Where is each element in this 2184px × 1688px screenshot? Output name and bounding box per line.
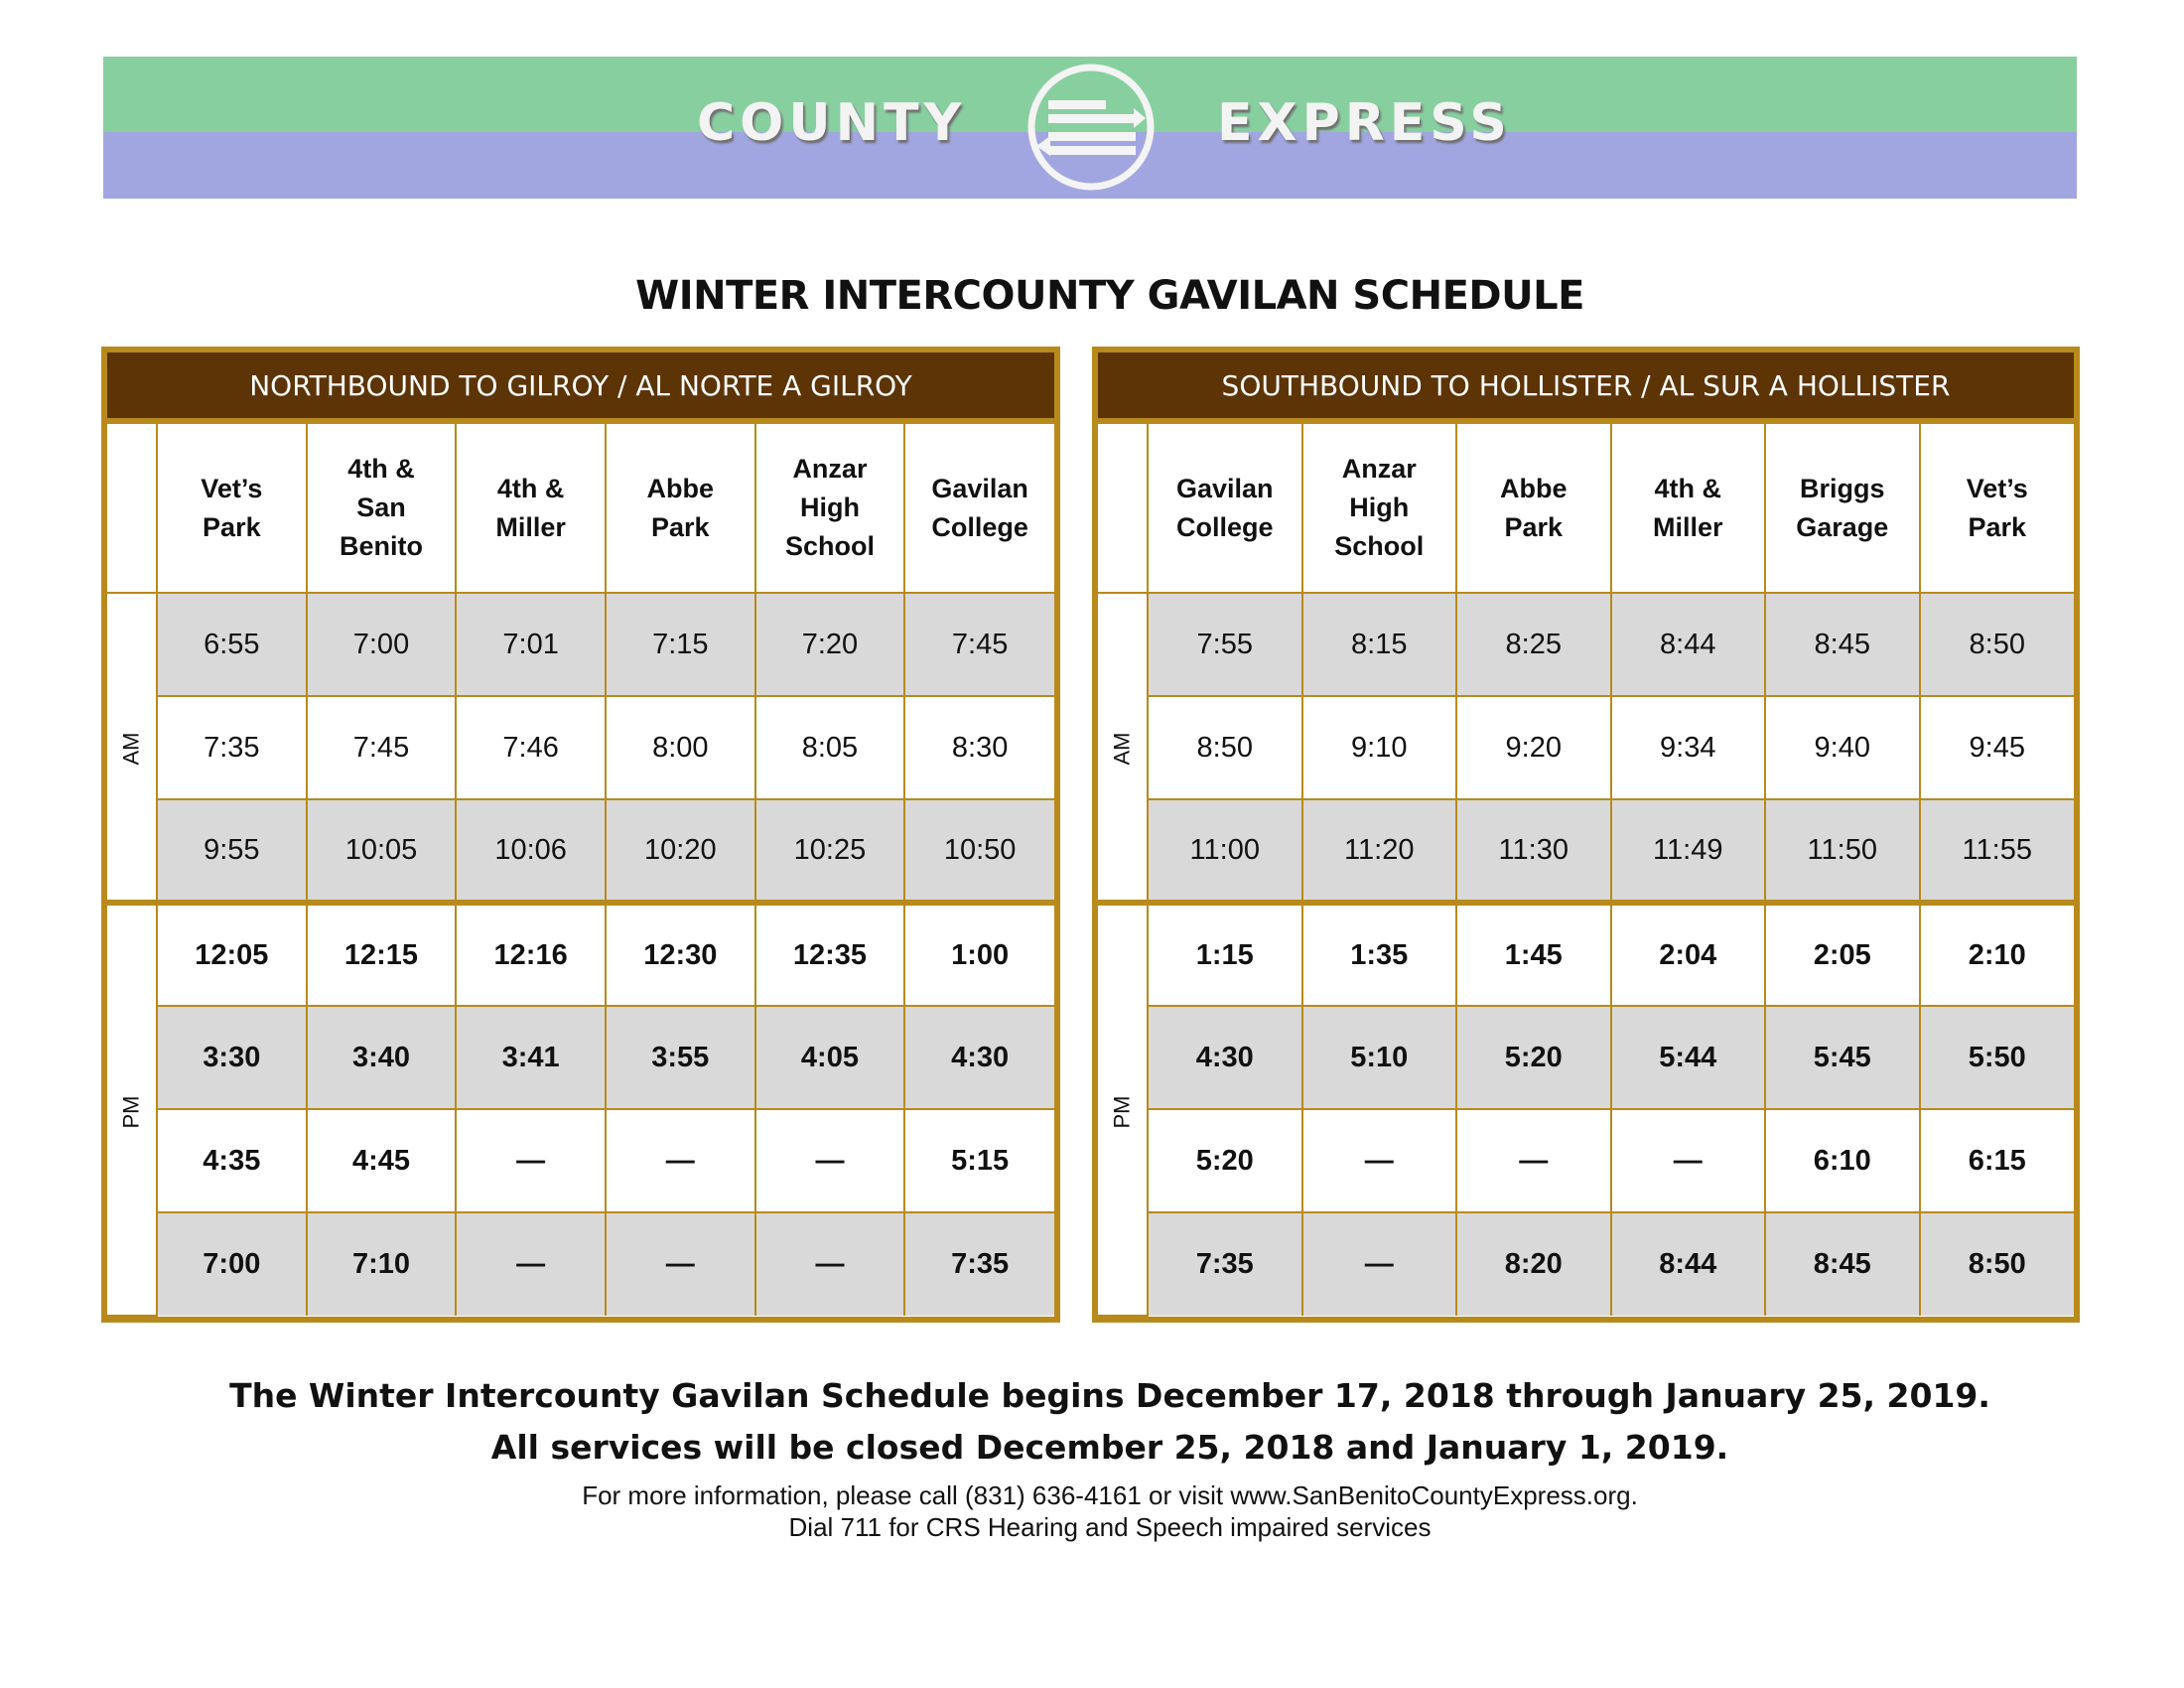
stop-name [606, 424, 755, 593]
departure-time: 9:34 [1611, 696, 1766, 799]
departure-time: 9:20 [1456, 696, 1611, 799]
departure-time: 8:05 [755, 696, 905, 799]
departure-time: 6:15 [1920, 1109, 2075, 1212]
departure-time: 10:20 [606, 799, 755, 903]
stop-name [1765, 424, 1920, 593]
departure-time: 8:00 [606, 696, 755, 799]
schedule-row [1098, 1006, 2074, 1109]
stop-name [456, 424, 606, 593]
departure-time: — [606, 1109, 755, 1212]
schedule-row [1098, 903, 2074, 1006]
departure-time: 11:30 [1456, 799, 1611, 903]
departure-time: 4:35 [157, 1109, 307, 1212]
departure-time: 5:10 [1302, 1006, 1457, 1109]
departure-time: — [456, 1212, 606, 1316]
period-text: PM [118, 1095, 144, 1128]
stop-name-line: High [799, 492, 860, 522]
stop-name-line: 4th & [1654, 473, 1721, 503]
stop-name-line: Miller [495, 511, 566, 542]
departure-time: 12:35 [755, 903, 905, 1006]
stop-name-line: Park [651, 511, 710, 542]
departure-time: 3:30 [157, 1006, 307, 1109]
stop-name-line: 4th & [347, 454, 415, 484]
schedule-row [107, 799, 1054, 903]
departure-time: 7:35 [157, 696, 307, 799]
schedule-row [107, 903, 1054, 1006]
stop-name-line: 4th & [496, 473, 565, 503]
departure-time: — [1302, 1109, 1457, 1212]
stop-name-line: Gavilan [931, 473, 1028, 503]
departure-time: 7:00 [157, 1212, 307, 1316]
departure-time: 8:44 [1611, 593, 1766, 696]
departure-time: 11:20 [1302, 799, 1457, 903]
stop-name-line: Anzar [792, 454, 868, 484]
schedule-row [107, 593, 1054, 696]
departure-time: 12:16 [456, 903, 606, 1006]
schedule-row [1098, 593, 2074, 696]
stop-name-line: School [784, 531, 875, 561]
departure-time: — [1456, 1109, 1611, 1212]
stop-name-line: Vet’s [201, 473, 263, 503]
departure-time: 3:55 [606, 1006, 755, 1109]
departure-time: 5:50 [1920, 1006, 2075, 1109]
departure-time: 8:50 [1148, 696, 1302, 799]
stop-name [1302, 424, 1457, 593]
page-title: WINTER INTERCOUNTY GAVILAN SCHEDULE [635, 273, 1584, 319]
contact-info: For more information, please call (831) 636-4161 or visit www.SanBenitoCountyExpress.org. [582, 1480, 1638, 1510]
departure-time: 2:05 [1765, 903, 1920, 1006]
departure-time: 7:46 [456, 696, 606, 799]
departure-time: 11:50 [1765, 799, 1920, 903]
departure-time: 7:20 [755, 593, 905, 696]
county-express-logo-icon [1026, 63, 1156, 192]
banner-word-county: COUNTY [697, 93, 967, 153]
departure-time: — [755, 1109, 905, 1212]
corner-cell [1098, 424, 1148, 593]
departure-time: 7:00 [307, 593, 457, 696]
stop-name-line: High [1349, 492, 1410, 522]
stop-name [1148, 424, 1302, 593]
departure-time: 7:45 [904, 593, 1054, 696]
schedule-row [107, 1109, 1054, 1212]
departure-time: 7:35 [1148, 1212, 1302, 1316]
departure-time: 2:04 [1611, 903, 1766, 1006]
departure-time: 8:50 [1920, 593, 2075, 696]
departure-time: — [456, 1109, 606, 1212]
stop-header-row [1098, 424, 2074, 593]
departure-time: 5:45 [1765, 1006, 1920, 1109]
stop-name [1920, 424, 2075, 593]
stop-name-line: Abbe [646, 473, 715, 503]
departure-time: 8:15 [1302, 593, 1457, 696]
departure-time: 7:15 [606, 593, 755, 696]
period-text: AM [118, 732, 144, 765]
schedule-dates-note: The Winter Intercounty Gavilan Schedule begins December 17, 2018 through January 25, 2019. [229, 1376, 1990, 1415]
stop-name-line: College [931, 511, 1028, 542]
stop-name-line: Garage [1796, 511, 1889, 542]
departure-time: 7:35 [904, 1212, 1054, 1316]
schedule-row [107, 696, 1054, 799]
schedule-row [107, 1212, 1054, 1316]
departure-time: 12:05 [157, 903, 307, 1006]
departure-time: 7:10 [307, 1212, 457, 1316]
departure-time: 8:30 [904, 696, 1054, 799]
departure-time: 1:15 [1148, 903, 1302, 1006]
stop-name-line: College [1175, 511, 1274, 542]
stop-name-line: School [1334, 531, 1425, 561]
stop-name [755, 424, 905, 593]
departure-time: 8:50 [1920, 1212, 2075, 1316]
stop-name-line: Briggs [1799, 473, 1885, 503]
departure-time: 10:50 [904, 799, 1054, 903]
schedule-notes [0, 1370, 2184, 1543]
departure-time: 3:41 [456, 1006, 606, 1109]
departure-time: 10:05 [307, 799, 457, 903]
departure-time: 8:44 [1611, 1212, 1766, 1316]
stop-name [307, 424, 457, 593]
schedule-row [1098, 1212, 2074, 1316]
departure-time: 5:15 [904, 1109, 1054, 1212]
stop-name-line: Abbe [1500, 473, 1568, 503]
am-period-label [1098, 593, 1148, 903]
stop-name-line: Park [1968, 511, 2027, 542]
departure-time: — [1611, 1109, 1766, 1212]
departure-time: 9:40 [1765, 696, 1920, 799]
departure-time: 8:45 [1765, 1212, 1920, 1316]
departure-time: 4:30 [1148, 1006, 1302, 1109]
banner [103, 57, 2077, 199]
departure-time: — [606, 1212, 755, 1316]
northbound-header: NORTHBOUND TO GILROY / AL NORTE A GILROY [107, 352, 1054, 424]
departure-time: 4:05 [755, 1006, 905, 1109]
departure-time: 4:30 [904, 1006, 1054, 1109]
departure-time: 11:55 [1920, 799, 2075, 903]
departure-time: 9:10 [1302, 696, 1457, 799]
southbound-schedule [1092, 347, 2080, 1323]
stop-name-line: Anzar [1341, 454, 1417, 484]
am-period-label [107, 593, 157, 903]
departure-time: — [1302, 1212, 1457, 1316]
stop-name [1611, 424, 1766, 593]
departure-time: 5:20 [1148, 1109, 1302, 1212]
closure-note: All services will be closed December 25, 2018 and January 1, 2019. [490, 1428, 1729, 1467]
departure-time: 11:49 [1611, 799, 1766, 903]
departure-time: 4:45 [307, 1109, 457, 1212]
departure-time: 12:30 [606, 903, 755, 1006]
departure-time: 9:55 [157, 799, 307, 903]
pm-period-label [1098, 903, 1148, 1316]
departure-time: 8:45 [1765, 593, 1920, 696]
schedule-row [1098, 1109, 2074, 1212]
accessibility-info: Dial 711 for CRS Hearing and Speech impaired services [788, 1512, 1432, 1542]
period-text: PM [1109, 1095, 1135, 1128]
stop-name-line: Park [203, 511, 261, 542]
southbound-header: SOUTHBOUND TO HOLLISTER / AL SUR A HOLLISTER [1098, 352, 2074, 424]
departure-time: — [755, 1212, 905, 1316]
departure-time: 2:10 [1920, 903, 2075, 1006]
northbound-table [107, 424, 1054, 1317]
departure-time: 7:55 [1148, 593, 1302, 696]
stop-name [157, 424, 307, 593]
departure-time: 10:25 [755, 799, 905, 903]
departure-time: 1:35 [1302, 903, 1457, 1006]
departure-time: 5:44 [1611, 1006, 1766, 1109]
pm-period-label [107, 903, 157, 1316]
stop-name [904, 424, 1054, 593]
departure-time: 8:25 [1456, 593, 1611, 696]
banner-word-express: EXPRESS [1217, 93, 1512, 153]
departure-time: 7:01 [456, 593, 606, 696]
departure-time: 11:00 [1148, 799, 1302, 903]
departure-time: 5:20 [1456, 1006, 1611, 1109]
stop-name-line: Benito [339, 531, 423, 561]
departure-time: 8:20 [1456, 1212, 1611, 1316]
schedule-row [107, 1006, 1054, 1109]
departure-time: 6:10 [1765, 1109, 1920, 1212]
stop-name-line: Miller [1652, 511, 1723, 542]
departure-time: 1:00 [904, 903, 1054, 1006]
stop-name-line: Gavilan [1175, 473, 1274, 503]
departure-time: 7:45 [307, 696, 457, 799]
southbound-table [1098, 424, 2074, 1317]
schedule-row [1098, 696, 2074, 799]
departure-time: 12:15 [307, 903, 457, 1006]
departure-time: 3:40 [307, 1006, 457, 1109]
stop-name-line: Vet’s [1966, 473, 2028, 503]
schedule-row [1098, 799, 2074, 903]
stop-header-row [107, 424, 1054, 593]
stop-name-line: Park [1504, 511, 1564, 542]
departure-time: 1:45 [1456, 903, 1611, 1006]
departure-time: 6:55 [157, 593, 307, 696]
stop-name-line: San [356, 492, 406, 522]
corner-cell [107, 424, 157, 593]
stop-name [1456, 424, 1611, 593]
period-text: AM [1109, 732, 1135, 765]
departure-time: 9:45 [1920, 696, 2075, 799]
northbound-schedule [101, 347, 1060, 1323]
departure-time: 10:06 [456, 799, 606, 903]
